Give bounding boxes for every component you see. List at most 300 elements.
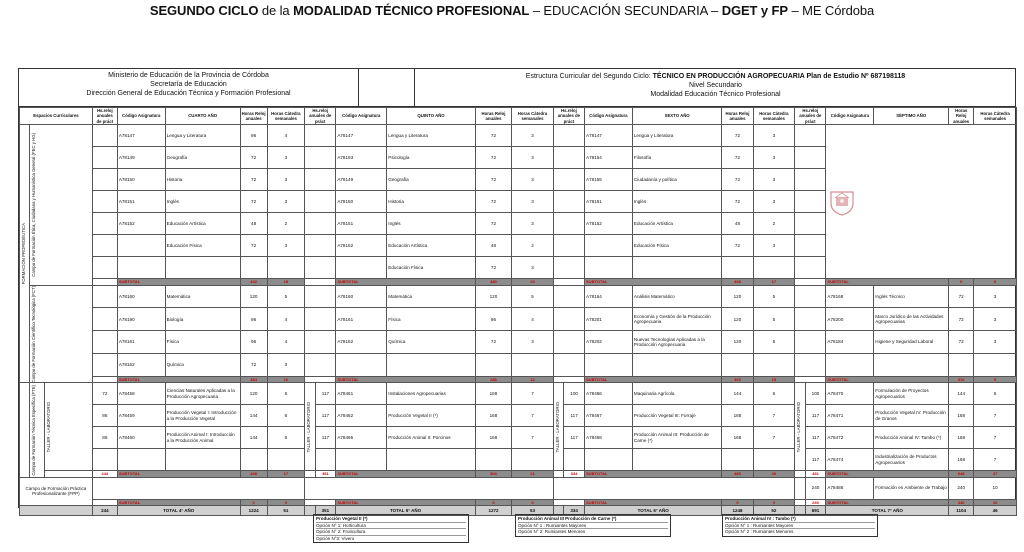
table-row xyxy=(20,125,1017,147)
field-label xyxy=(30,125,92,285)
empty-cell xyxy=(305,308,336,331)
annual-hours: 96 xyxy=(240,125,267,147)
practice-hours: 240 xyxy=(805,477,826,499)
subtotal-label: SUBTOTAL xyxy=(585,471,722,477)
subtotal-label: SUBTOTAL xyxy=(826,279,949,285)
year-total-label: TOTAL 7° AÑO xyxy=(826,506,949,516)
col-horas-catedra: Horas Cátedra semanales xyxy=(753,108,795,125)
practice-hours xyxy=(92,449,117,471)
empty-cell xyxy=(795,125,826,147)
subject-code: A78168 xyxy=(826,285,874,308)
empty-cell xyxy=(305,169,336,191)
annual-hours: 120 xyxy=(475,285,511,308)
weekly-hours: 3 xyxy=(512,213,554,235)
weekly-subtotal: 18 xyxy=(267,279,304,285)
title-part: SEGUNDO CICLO xyxy=(149,3,259,18)
subject-name: Biología xyxy=(165,308,240,331)
subject-code xyxy=(585,449,633,471)
subject-name: Psicología xyxy=(387,147,475,169)
subject-code xyxy=(585,235,633,257)
table-row xyxy=(20,331,1017,354)
weekly-hours: 3 xyxy=(753,191,795,213)
annual-hours xyxy=(475,449,511,471)
field-label xyxy=(30,285,92,383)
empty-cell xyxy=(305,213,336,235)
annual-hours: 120 xyxy=(722,285,753,308)
annual-hours: 168 xyxy=(722,405,753,427)
weekly-hours: 2 xyxy=(753,213,795,235)
weekly-hours: 5 xyxy=(512,285,554,308)
subject-code: A78460 xyxy=(117,427,165,449)
weekly-hours: 7 xyxy=(974,427,1017,449)
annual-hours: 120 xyxy=(240,285,267,308)
subject-name: Inglés Técnico xyxy=(874,285,949,308)
formation-label xyxy=(20,125,30,383)
page-title xyxy=(0,3,1024,18)
col-septimo: SÉPTIMO AÑO xyxy=(874,108,949,125)
subject-name: Economía y Gestión de la Producción Agropecuaria xyxy=(632,308,721,331)
weekly-hours: 10 xyxy=(974,477,1017,499)
weekly-hours: 6 xyxy=(974,383,1017,405)
subject-code: A78160 xyxy=(336,285,387,308)
empty-cell xyxy=(553,308,584,331)
weekly-hours: 3 xyxy=(267,191,304,213)
workshop-label-text: TALLER - LABORATORIO xyxy=(554,401,560,452)
header-spacer xyxy=(359,69,415,107)
col-hs-practica: Hs.reloj anuales de práct xyxy=(92,108,117,125)
subject-name: Filosofía xyxy=(632,147,721,169)
empty-cell xyxy=(92,169,117,191)
practice-hours: 86 xyxy=(92,427,117,449)
subject-name: Ciencias Naturales Aplicadas a la Producción Agropecuaria xyxy=(165,383,240,405)
subject-code: A78486 xyxy=(826,477,874,499)
annual-hours xyxy=(722,257,753,279)
table-body xyxy=(20,125,1017,516)
empty-cell xyxy=(92,147,117,169)
subtotal-label: SUBTOTAL xyxy=(585,279,722,285)
annual-hours: 72 xyxy=(475,169,511,191)
table-row xyxy=(20,285,1017,308)
note-heading: Producción Animal III Producción de Carne (*) xyxy=(518,516,668,523)
annual-hours: 144 xyxy=(722,383,753,405)
subtotal-label: SUBTOTAL xyxy=(336,376,475,383)
subject-name: Matemática xyxy=(165,285,240,308)
subject-name: Nuevas Tecnologías Aplicadas a la Producción Agropecuaria xyxy=(632,331,721,354)
weekly-subtotal: 15 xyxy=(753,376,795,383)
weekly-hours: 5 xyxy=(753,285,795,308)
plan-header xyxy=(414,69,1017,107)
hours-subtotal: 216 xyxy=(949,376,974,383)
workshop-label xyxy=(795,383,805,471)
subject-code: A78155 xyxy=(585,169,633,191)
hours-total: 1104 xyxy=(949,506,974,516)
subtotal-row xyxy=(20,376,1017,383)
workshop-label-text: TALLER - LABORATORIO xyxy=(796,401,802,452)
weekly-hours: 3 xyxy=(753,169,795,191)
empty-cell xyxy=(553,257,584,279)
empty-cell xyxy=(305,191,336,213)
subject-code: A78150 xyxy=(117,169,165,191)
empty-cell xyxy=(305,235,336,257)
table-header-row xyxy=(20,108,1017,125)
sheet-header xyxy=(19,69,1015,107)
practice-total: 691 xyxy=(805,506,826,516)
empty-cell xyxy=(92,125,117,147)
subject-code: A78147 xyxy=(117,125,165,147)
subject-name: Formación en Ambiente de Trabajo xyxy=(874,477,949,499)
subject-code: A78150 xyxy=(336,191,387,213)
subject-name: Ciudadanía y política xyxy=(632,169,721,191)
weekly-subtotal: 0 xyxy=(512,499,554,505)
subject-name xyxy=(874,353,949,376)
subject-name: Inglés xyxy=(632,191,721,213)
empty-cell xyxy=(795,285,826,308)
col-sexto: SEXTO AÑO xyxy=(632,108,721,125)
annual-hours: 168 xyxy=(949,449,974,471)
practice-total: 334 xyxy=(564,506,585,516)
subject-code xyxy=(336,257,387,279)
weekly-subtotal: 10 xyxy=(974,499,1017,505)
subject-code xyxy=(585,257,633,279)
note-box-carne xyxy=(515,514,671,537)
empty-cell xyxy=(795,353,826,376)
annual-hours: 168 xyxy=(722,427,753,449)
weekly-hours: 6 xyxy=(267,405,304,427)
annual-hours: 120 xyxy=(722,308,753,331)
subtotal-label: SUBTOTAL xyxy=(826,499,949,505)
weekly-hours: 3 xyxy=(267,147,304,169)
annual-hours: 48 xyxy=(475,235,511,257)
col-codigo: Código Asignatura xyxy=(117,108,165,125)
annual-hours: 72 xyxy=(475,125,511,147)
weekly-hours: 4 xyxy=(512,308,554,331)
empty-cell xyxy=(795,169,826,191)
annual-hours: 72 xyxy=(240,353,267,376)
practice-subtotal: 240 xyxy=(805,499,826,505)
subject-code: A78459 xyxy=(117,405,165,427)
hours-subtotal: 432 xyxy=(240,279,267,285)
weekly-hours xyxy=(512,449,554,471)
subject-code: A78147 xyxy=(336,125,387,147)
empty-cell xyxy=(92,285,117,308)
empty-cell xyxy=(92,477,304,499)
seal-cell xyxy=(826,125,1017,279)
weekly-hours: 7 xyxy=(753,405,795,427)
note-box-tambo xyxy=(722,514,878,537)
annual-hours: 144 xyxy=(949,383,974,405)
subject-code: A78184 xyxy=(826,331,874,354)
subject-name: Producción Vegetal IV: Producción de Granos xyxy=(874,405,949,427)
empty-cell xyxy=(553,147,584,169)
province-seal-icon xyxy=(827,186,857,216)
subject-name: Geografía xyxy=(387,169,475,191)
field-label xyxy=(30,383,45,477)
weekly-hours: 3 xyxy=(512,169,554,191)
practice-total: 244 xyxy=(92,506,117,516)
weekly-hours: 4 xyxy=(267,308,304,331)
annual-hours: 96 xyxy=(475,308,511,331)
subject-code: A78152 xyxy=(336,235,387,257)
weekly-hours: 7 xyxy=(512,405,554,427)
subject-name xyxy=(165,257,240,279)
weekly-subtotal: 27 xyxy=(974,471,1017,477)
workshop-label xyxy=(44,383,92,471)
subject-code: A78461 xyxy=(336,383,387,405)
weekly-hours: 3 xyxy=(512,257,554,279)
annual-hours: 120 xyxy=(722,331,753,354)
hours-subtotal: 648 xyxy=(949,471,974,477)
hours-subtotal: 0 xyxy=(475,499,511,505)
annual-hours: 168 xyxy=(949,405,974,427)
subject-code: A78161 xyxy=(336,308,387,331)
year-total-label: TOTAL 4° AÑO xyxy=(117,506,240,516)
fte-margin xyxy=(20,383,30,477)
hours-total: 1224 xyxy=(240,506,267,516)
weekly-subtotal: 21 xyxy=(512,471,554,477)
weekly-hours: 3 xyxy=(267,235,304,257)
subject-code xyxy=(117,257,165,279)
weekly-hours: 7 xyxy=(753,427,795,449)
subject-name: Formulación de Proyectos Agropecuarios xyxy=(874,383,949,405)
subject-name: Educación Artística xyxy=(165,213,240,235)
table-row xyxy=(20,449,1017,471)
subject-name: Química xyxy=(387,331,475,354)
practice-hours: 117 xyxy=(805,405,826,427)
note-heading: Producción Vegetal II (*) xyxy=(316,516,466,523)
subject-code: A78470 xyxy=(826,383,874,405)
col-codigo: Código Asignatura xyxy=(336,108,387,125)
subject-code: A78458 xyxy=(117,383,165,405)
weekly-hours: 3 xyxy=(753,235,795,257)
hours-subtotal: 240 xyxy=(949,499,974,505)
weekly-subtotal: 20 xyxy=(753,471,795,477)
empty-cell xyxy=(305,331,336,354)
weekly-hours: 3 xyxy=(267,353,304,376)
annual-hours: 72 xyxy=(240,235,267,257)
subject-name: Producción Animal I: Introducción a la Producción Animal xyxy=(165,427,240,449)
subject-code xyxy=(826,353,874,376)
subject-name: Producción Animal II: Porcinos xyxy=(387,427,475,449)
formation-label-text: FORMACIÓN PROPEDÉUTICA xyxy=(21,223,26,285)
subject-code: A78465 xyxy=(336,427,387,449)
empty-cell xyxy=(92,191,117,213)
practice-hours: 117 xyxy=(315,405,336,427)
subject-code: A78154 xyxy=(585,147,633,169)
subject-name: Lengua y Literatura xyxy=(632,125,721,147)
subject-code: A78147 xyxy=(585,125,633,147)
subject-name: Física xyxy=(387,308,475,331)
table-row xyxy=(20,308,1017,331)
col-espacios: Espacios Curriculares xyxy=(20,108,93,125)
hours-total: 1272 xyxy=(475,506,511,516)
subject-name: Producción Animal III: Producción de Carne (*) xyxy=(632,427,721,449)
annual-hours: 72 xyxy=(240,169,267,191)
subject-code xyxy=(336,353,387,376)
subject-code: A78462 xyxy=(336,405,387,427)
weekly-hours: 6 xyxy=(267,427,304,449)
annual-hours: 72 xyxy=(240,147,267,169)
weekly-hours: 5 xyxy=(267,285,304,308)
annual-hours: 72 xyxy=(475,147,511,169)
practice-hours xyxy=(315,449,336,471)
empty-cell xyxy=(305,376,336,383)
subject-code: A78152 xyxy=(585,213,633,235)
annual-hours: 72 xyxy=(722,169,753,191)
subject-code: A78152 xyxy=(117,213,165,235)
hours-subtotal: 360 xyxy=(722,376,753,383)
subtotal-label: SUBTOTAL xyxy=(826,376,949,383)
empty-cell xyxy=(553,376,584,383)
subject-name: Instalaciones Agropecuarias xyxy=(387,383,475,405)
weekly-hours xyxy=(512,353,554,376)
empty-cell xyxy=(305,477,554,499)
subject-code xyxy=(117,235,165,257)
practice-hours: 117 xyxy=(564,427,585,449)
practice-hours: 100 xyxy=(564,383,585,405)
weekly-hours xyxy=(753,449,795,471)
hours-subtotal: 408 xyxy=(240,471,267,477)
weekly-subtotal: 9 xyxy=(974,376,1017,383)
weekly-hours: 3 xyxy=(753,125,795,147)
practice-hours: 117 xyxy=(315,383,336,405)
field-label: Campo de Formación Práctica Profesionalizante (FPP) xyxy=(20,477,93,505)
weekly-hours: 5 xyxy=(753,308,795,331)
curriculum-sheet xyxy=(18,68,1016,513)
empty-cell xyxy=(795,308,826,331)
hours-total: 1248 xyxy=(722,506,753,516)
annual-hours: 96 xyxy=(240,308,267,331)
annual-hours: 144 xyxy=(240,405,267,427)
title-part: DGET y FP xyxy=(721,3,788,18)
field-label-text: Campo de Formación Ética, Ciudadana y Humanística General (FEC y HG) xyxy=(31,133,37,277)
workshop-label-text: TALLER - LABORATORIO xyxy=(306,401,312,452)
empty-cell xyxy=(305,257,336,279)
curriculum-table xyxy=(19,107,1017,516)
annual-hours: 72 xyxy=(475,213,511,235)
subject-code: A78149 xyxy=(336,169,387,191)
weekly-subtotal: 0 xyxy=(267,499,304,505)
annual-hours: 168 xyxy=(475,427,511,449)
title-part: de la xyxy=(258,3,294,18)
empty-cell xyxy=(795,376,826,383)
subject-code: A78162 xyxy=(117,353,165,376)
weekly-subtotal: 0 xyxy=(753,499,795,505)
annual-hours: 240 xyxy=(949,477,974,499)
empty-cell xyxy=(92,213,117,235)
annual-hours: 168 xyxy=(475,383,511,405)
practice-subtotal: 451 xyxy=(805,471,826,477)
weekly-hours: 5 xyxy=(267,383,304,405)
practice-hours: 100 xyxy=(805,383,826,405)
practice-hours: 117 xyxy=(564,405,585,427)
weekly-hours: 3 xyxy=(974,308,1017,331)
workshop-label xyxy=(305,383,315,471)
plan-line: Modalidad Educación Técnico Profesional xyxy=(650,91,781,98)
empty-cell xyxy=(305,353,336,376)
subtotal-label: SUBTOTAL xyxy=(336,499,475,505)
annual-hours: 72 xyxy=(722,235,753,257)
hours-subtotal: 480 xyxy=(475,279,511,285)
empty-cell xyxy=(553,125,584,147)
table-row xyxy=(20,353,1017,376)
subject-name: Lengua y Literatura xyxy=(165,125,240,147)
table-row xyxy=(20,427,1017,449)
annual-hours: 96 xyxy=(240,331,267,354)
subtotal-label: SUBTOTAL xyxy=(336,471,475,477)
subject-name: Educación Física xyxy=(387,257,475,279)
annual-hours xyxy=(949,353,974,376)
subject-name xyxy=(632,257,721,279)
annual-hours: 120 xyxy=(240,383,267,405)
col-horas-catedra: Horas Cátedra semanales xyxy=(974,108,1017,125)
hours-subtotal: 0 xyxy=(949,279,974,285)
annual-hours: 72 xyxy=(949,308,974,331)
weekly-hours: 3 xyxy=(512,147,554,169)
annual-hours xyxy=(722,449,753,471)
empty-cell xyxy=(553,235,584,257)
weekly-hours: 3 xyxy=(267,169,304,191)
subject-name: Educación Física xyxy=(632,235,721,257)
annual-hours xyxy=(722,353,753,376)
col-hs-practica: Hs.reloj anuales de práct xyxy=(795,108,826,125)
weekly-hours xyxy=(753,353,795,376)
empty-cell xyxy=(305,125,336,147)
note-heading: Producción Animal IV : Tambo (*) xyxy=(725,516,875,523)
annual-hours: 72 xyxy=(949,331,974,354)
weekly-hours xyxy=(267,449,304,471)
subject-name: Industrialización de Productos Agropecuarios xyxy=(874,449,949,471)
subtotal-label: SUBTOTAL xyxy=(585,499,722,505)
practice-subtotal: 351 xyxy=(315,471,336,477)
hours-subtotal: 480 xyxy=(722,471,753,477)
subject-name xyxy=(387,449,475,471)
field-label-text: Campo de Formación Técnica Específica (FTE) xyxy=(31,384,37,476)
empty-cell xyxy=(553,285,584,308)
empty-cell xyxy=(20,506,93,516)
weekly-hours: 3 xyxy=(512,331,554,354)
practice-hours: 117 xyxy=(805,427,826,449)
title-part: MODALIDAD TÉCNICO PROFESIONAL xyxy=(293,3,530,18)
weekly-hours: 5 xyxy=(753,331,795,354)
empty-cell xyxy=(795,191,826,213)
ministry-line: Dirección General de Educación Técnica y Formación Profesional xyxy=(86,90,291,97)
empty-cell xyxy=(795,147,826,169)
annual-hours xyxy=(475,353,511,376)
subject-code: A78149 xyxy=(117,147,165,169)
annual-hours: 168 xyxy=(475,405,511,427)
col-cuarto: CUARTO AÑO xyxy=(165,108,240,125)
subtotal-label: SUBTOTAL xyxy=(826,471,949,477)
subject-name: Inglés xyxy=(165,191,240,213)
note-item: Opción N° 1: Horticultura xyxy=(316,523,466,530)
subtotal-label: SUBTOTAL xyxy=(585,376,722,383)
weekly-total: 52 xyxy=(753,506,795,516)
weekly-hours: 3 xyxy=(974,331,1017,354)
subject-name: Educación Artística xyxy=(632,213,721,235)
subject-name: Matemática xyxy=(387,285,475,308)
title-part: – ME Córdoba xyxy=(787,3,875,18)
empty-cell xyxy=(92,376,117,383)
empty-cell xyxy=(553,353,584,376)
empty-cell xyxy=(553,331,584,354)
hours-subtotal: 408 xyxy=(722,279,753,285)
annual-hours: 48 xyxy=(722,213,753,235)
empty-cell xyxy=(795,257,826,279)
year-total-label: TOTAL 5° AÑO xyxy=(336,506,475,516)
hours-subtotal: 288 xyxy=(475,376,511,383)
weekly-hours: 7 xyxy=(974,449,1017,471)
weekly-hours: 4 xyxy=(267,331,304,354)
